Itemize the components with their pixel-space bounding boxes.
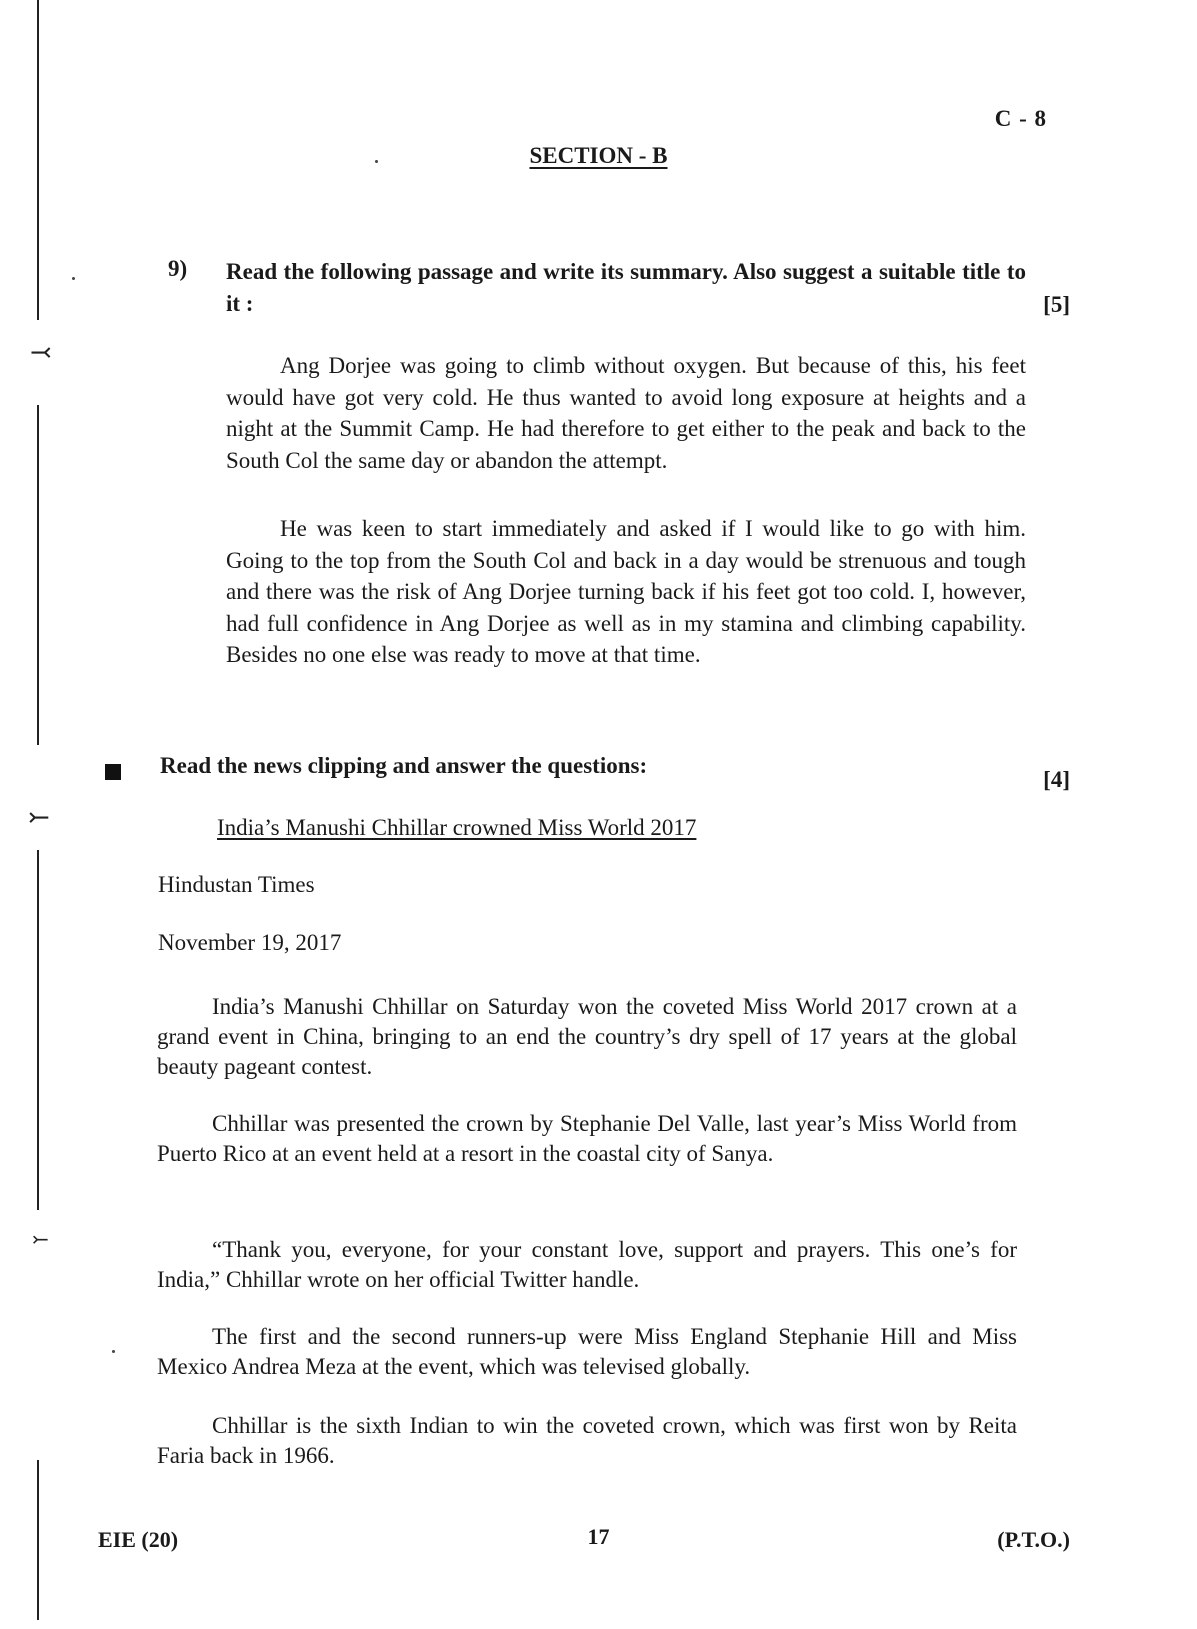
scan-speck	[112, 1350, 115, 1353]
scan-mark-icon: ⤚	[32, 1229, 49, 1251]
section-title	[0, 143, 1197, 169]
scan-mark-icon: ⤚	[28, 803, 50, 832]
bullet-square-icon	[105, 764, 121, 780]
news-headline: India’s Manushi Chhillar crowned Miss World 2017	[217, 815, 697, 840]
paper-code: EIE (20)	[98, 1527, 179, 1552]
scan-speck	[72, 277, 75, 280]
news-paragraph: “Thank you, everyone, for your constant love, support and prayers. This one’s for India,” Chhillar wrote on her official Twitter handle.	[157, 1237, 1017, 1292]
binding-edge-line	[37, 405, 39, 745]
news-paragraph: The first and the second runners-up were Miss England Stephanie Hill and Miss Mexico Andrea Meza at the event, which was televised globally.	[157, 1324, 1017, 1379]
question-marks: [5]	[1043, 292, 1070, 317]
binding-edge-line	[37, 850, 39, 1210]
news-date: November 19, 2017	[158, 930, 342, 955]
question-prompt: Read the following passage and write its summary. Also suggest a suitable title to it :	[226, 259, 1026, 316]
passage-paragraph: Ang Dorjee was going to climb without oxygen. But because of this, his feet would have got very cold. He thus wanted to avoid long exposure at heights and a night at the Summit Camp. He had therefore to get either to the peak and back to the South Col the same day or abandon the attempt.	[226, 353, 1026, 473]
please-turn-over: (P.T.O.)	[997, 1527, 1070, 1552]
scan-mark-icon: ⤙	[30, 338, 52, 367]
page-code: C - 8	[994, 106, 1047, 131]
question-marks: [4]	[1043, 767, 1070, 792]
news-source: Hindustan Times	[158, 872, 315, 897]
news-paragraph: Chhillar was presented the crown by Stephanie Del Valle, last year’s Miss World from Puerto Rico at an event held at a resort in the coastal city of Sanya.	[157, 1111, 1017, 1166]
question-number: 9)	[168, 256, 188, 281]
news-paragraph: India’s Manushi Chhillar on Saturday won the coveted Miss World 2017 crown at a grand event in China, bringing to an end the country’s dry spell of 17 years at the global beauty pageant contest.	[157, 994, 1017, 1079]
news-paragraph: Chhillar is the sixth Indian to win the coveted crown, which was first won by Reita Faria back in 1966.	[157, 1413, 1017, 1468]
passage-paragraph: He was keen to start immediately and asked if I would like to go with him. Going to the top from the South Col and back in a day would be strenuous and tough and there was the risk of Ang Dorjee turning back if his feet got too cold. I, however, had full confidence in Ang Dorjee as well as in my stamina and climbing capability. Besides no one else was ready to move at that time.	[226, 516, 1026, 667]
section-title-text: SECTION - B	[529, 143, 668, 168]
question-prompt: Read the news clipping and answer the questions:	[160, 753, 648, 778]
page-number: 17	[587, 1524, 610, 1549]
